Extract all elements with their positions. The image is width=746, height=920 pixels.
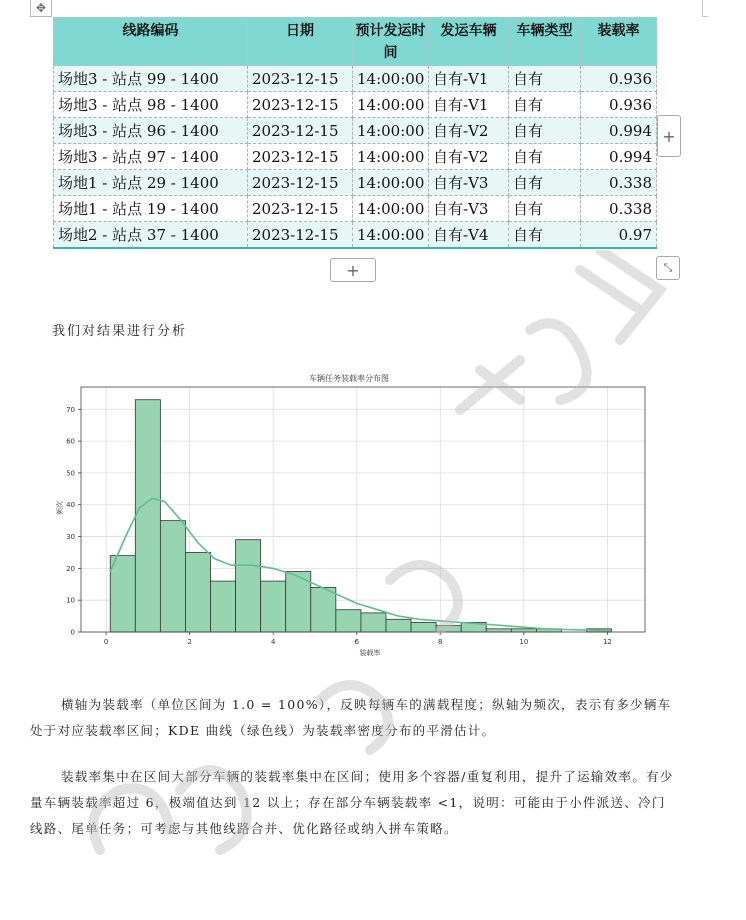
x-tick-label: 0 <box>103 638 109 646</box>
cell-date: 2023-12-15 <box>248 170 353 196</box>
y-tick-label: 40 <box>66 501 75 510</box>
x-tick-label: 8 <box>438 638 443 646</box>
add-column-button[interactable]: + <box>657 115 681 157</box>
y-tick-label: 0 <box>70 628 75 637</box>
histogram-bar <box>336 610 361 632</box>
cell-vehicle: 自有-V3 <box>429 196 509 222</box>
histogram-bar <box>311 587 336 632</box>
table-row <box>54 92 657 118</box>
table-resize-handle[interactable]: ⤡ <box>656 256 680 280</box>
y-tick-label: 70 <box>66 405 75 414</box>
cell-vehicle: 自有-V1 <box>429 92 509 118</box>
header-load-rate: 装载率 <box>581 18 657 66</box>
cell-departure-time: 14:00:00 <box>353 196 429 222</box>
cell-load-rate: 0.936 <box>581 92 657 118</box>
histogram-bar <box>436 626 461 632</box>
cell-vehicle: 自有-V1 <box>429 66 509 92</box>
histogram-bar <box>261 581 286 632</box>
cell-date: 2023-12-15 <box>248 222 353 249</box>
cell-date: 2023-12-15 <box>248 118 353 144</box>
cell-vehicle: 自有-V2 <box>429 144 509 170</box>
cell-load-rate: 0.338 <box>581 170 657 196</box>
header-vehicle-type: 车辆类型 <box>509 18 581 66</box>
y-tick-label: 30 <box>66 533 75 542</box>
histogram-bar <box>185 552 210 632</box>
cell-route-code: 场地3 - 站点 98 - 1400 <box>54 92 248 118</box>
cell-route-code: 场地2 - 站点 37 - 1400 <box>54 222 248 249</box>
cell-date: 2023-12-15 <box>248 92 353 118</box>
histogram-bar <box>135 400 160 632</box>
cell-departure-time: 14:00:00 <box>353 66 429 92</box>
histogram-bar <box>236 540 261 632</box>
x-tick-label: 6 <box>354 638 359 646</box>
histogram-bar <box>411 622 436 632</box>
cell-load-rate: 0.97 <box>581 222 657 249</box>
cell-vehicle-type: 自有 <box>509 222 581 249</box>
cell-load-rate: 0.994 <box>581 144 657 170</box>
cell-vehicle-type: 自有 <box>509 196 581 222</box>
cell-date: 2023-12-15 <box>248 196 353 222</box>
table-row <box>54 118 657 144</box>
cell-date: 2023-12-15 <box>248 66 353 92</box>
header-vehicle: 发运车辆 <box>429 18 509 66</box>
cell-departure-time: 14:00:00 <box>353 92 429 118</box>
load-rate-histogram <box>52 362 652 662</box>
page-corner-mark <box>702 0 703 16</box>
cell-load-rate: 0.994 <box>581 118 657 144</box>
cell-vehicle: 自有-V2 <box>429 118 509 144</box>
x-tick-label: 12 <box>602 638 612 646</box>
results-table <box>53 17 657 249</box>
cell-vehicle-type: 自有 <box>509 170 581 196</box>
cell-route-code: 场地1 - 站点 19 - 1400 <box>54 196 248 222</box>
table-row <box>54 66 657 92</box>
histogram-bar <box>110 556 135 632</box>
histogram-bar <box>361 613 386 632</box>
cell-departure-time: 14:00:00 <box>353 118 429 144</box>
chart-title: 车辆任务装载率分布图 <box>309 374 389 383</box>
histogram-bar <box>511 629 536 632</box>
cell-vehicle: 自有-V4 <box>429 222 509 249</box>
y-tick-label: 60 <box>66 437 75 446</box>
cell-vehicle-type: 自有 <box>509 118 581 144</box>
cell-route-code: 场地3 - 站点 97 - 1400 <box>54 144 248 170</box>
cell-load-rate: 0.338 <box>581 196 657 222</box>
histogram-bar <box>211 581 236 632</box>
cell-departure-time: 14:00:00 <box>353 222 429 249</box>
page-corner-mark-h <box>702 16 708 17</box>
x-tick-label: 4 <box>270 638 276 646</box>
cell-vehicle-type: 自有 <box>509 66 581 92</box>
cell-date: 2023-12-15 <box>248 144 353 170</box>
x-tick-label: 2 <box>187 638 192 646</box>
table-row <box>54 222 657 249</box>
x-tick-label: 10 <box>519 638 529 646</box>
table-row <box>54 144 657 170</box>
cell-departure-time: 14:00:00 <box>353 170 429 196</box>
y-tick-label: 20 <box>66 564 75 573</box>
cell-route-code: 场地3 - 站点 99 - 1400 <box>54 66 248 92</box>
table-row <box>54 170 657 196</box>
header-route-code: 线路编码 <box>54 18 248 66</box>
histogram-bar <box>486 629 511 632</box>
cell-vehicle: 自有-V3 <box>429 170 509 196</box>
cell-route-code: 场地3 - 站点 96 - 1400 <box>54 118 248 144</box>
cell-departure-time: 14:00:00 <box>353 144 429 170</box>
cell-route-code: 场地1 - 站点 29 - 1400 <box>54 170 248 196</box>
paragraph-axis-explanation: 横轴为装载率（单位区间为 1.0 = 100%），反映每辆车的满载程度；纵轴为频次，表示有多少辆车处于对应装载率区间；KDE 曲线（绿色线）为装载率密度分布的平滑估计。 <box>30 697 672 738</box>
table-row <box>54 196 657 222</box>
cell-load-rate: 0.936 <box>581 66 657 92</box>
intro-text: 我们对结果进行分析 <box>52 324 188 339</box>
header-departure-time: 预计发运时间 <box>353 18 429 66</box>
cell-vehicle-type: 自有 <box>509 144 581 170</box>
chart-x-label: 装载率 <box>359 649 381 657</box>
y-tick-label: 50 <box>66 469 75 478</box>
table-move-handle[interactable]: ✥ <box>30 0 52 17</box>
add-row-button[interactable]: + <box>330 258 376 282</box>
y-tick-label: 10 <box>66 596 75 605</box>
histogram-bar <box>160 521 185 632</box>
histogram-bar <box>386 619 411 632</box>
paragraph-analysis: 装载率集中在区间大部分车辆的装载率集中在区间；使用多个容器/重复利用，提升了运输效率。有少量车辆装载率超过 6，极端值达到 12 以上；存在部分车辆装载率 <1，说明：可能由于小件派送、冷门线路、尾单任务；可考虑与其他线路合并、优化路径或纳入拼车策略。 <box>30 769 674 836</box>
header-date: 日期 <box>248 18 353 66</box>
table-header-row <box>54 18 657 66</box>
cell-vehicle-type: 自有 <box>509 92 581 118</box>
chart-y-label: 频次 <box>56 501 64 515</box>
